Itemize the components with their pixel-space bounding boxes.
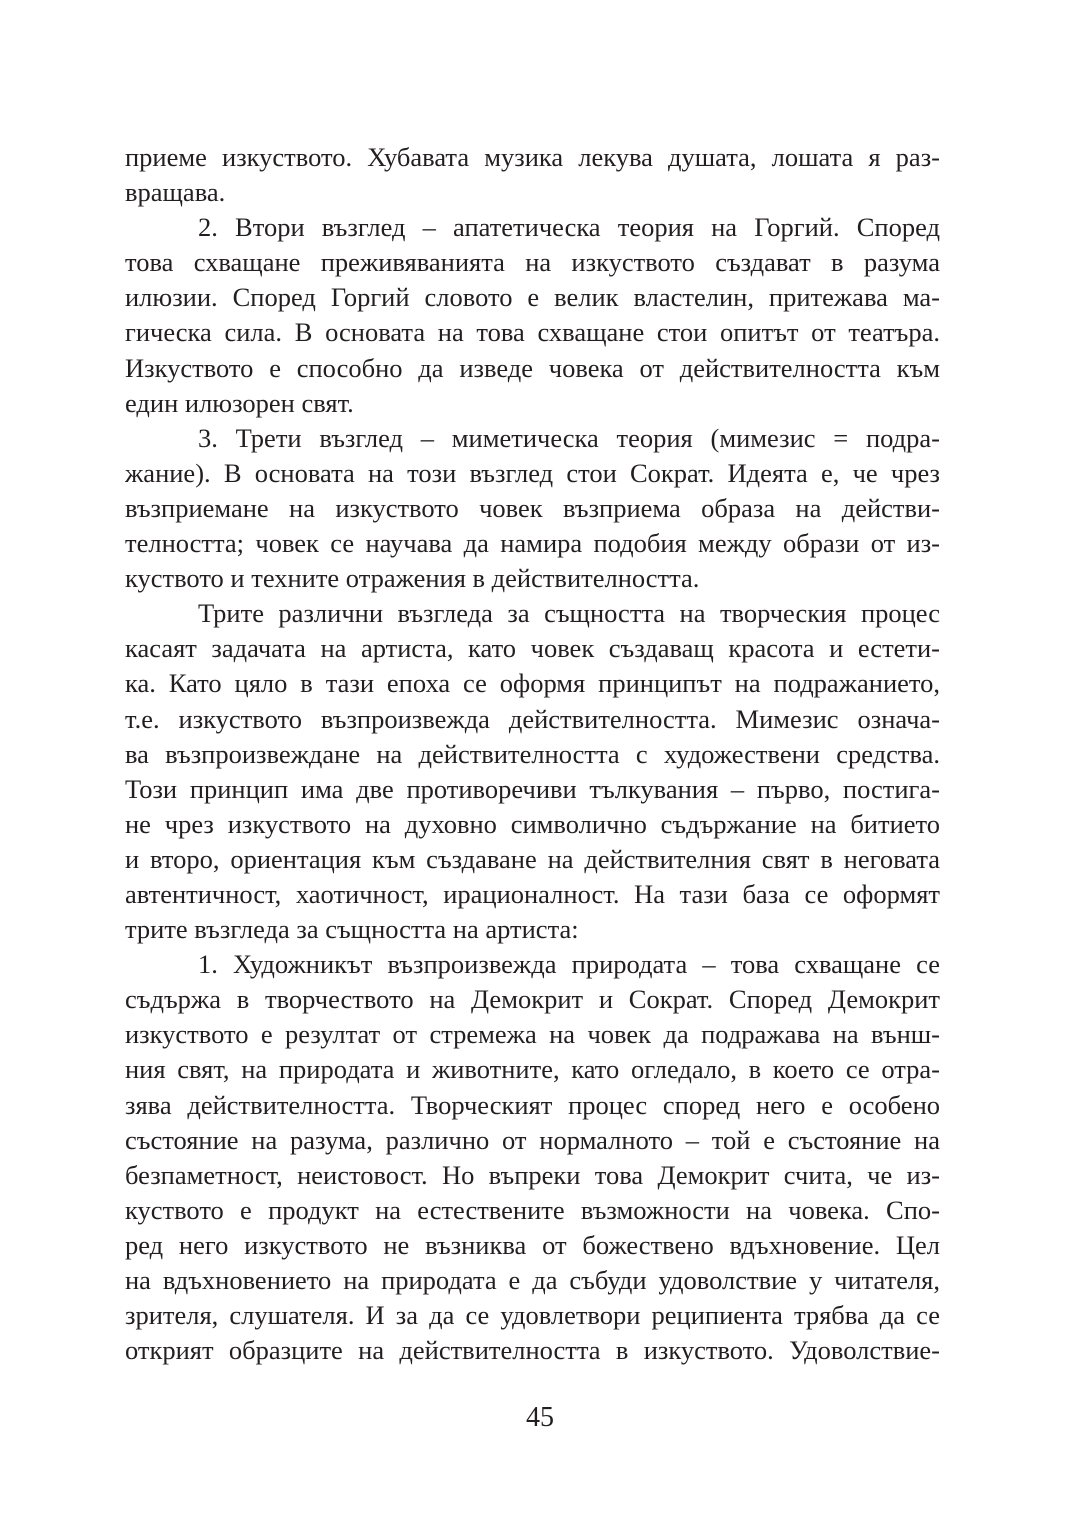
text-line: състояние на разума, различно от нормалното – той е състояние на	[125, 1124, 940, 1155]
body-text	[125, 140, 940, 1368]
text-line: не чрез изкуството на духовно символично съдържание на битието	[125, 808, 940, 839]
text-line: Този принцип има две противоречиви тълкувания – първо, постига-	[125, 773, 940, 804]
text-line: жание). В основата на този възглед стои Сократ. Идеята е, че чрез	[125, 457, 940, 488]
text-line: един илюзорен свят.	[125, 387, 354, 418]
text-line: и второ, ориентация към създаване на действителния свят в неговата	[125, 843, 940, 874]
text-line: ред него изкуството не възниква от божествено вдъхновение. Цел	[125, 1229, 940, 1260]
text-line: илюзии. Според Горгий словото е велик властелин, притежава ма-	[125, 282, 940, 313]
text-line: ва възпроизвеждане на действителността с художествени средства.	[125, 738, 940, 769]
text-line: 2. Втори възглед – апатетическа теория на Горгий. Според	[198, 212, 940, 243]
text-line: телността; човек се научава да намира подобия между образи от из-	[125, 528, 940, 559]
text-line: изкуството е резултат от стремежа на човек да подражава на външ-	[125, 1019, 940, 1050]
text-line: това схващане преживяванията на изкуството създават в разума	[125, 247, 940, 278]
text-line: гическа сила. В основата на това схващане стои опитът от театъра.	[125, 317, 940, 348]
text-line: куството е продукт на естествените възможности на човека. Спо-	[125, 1194, 940, 1225]
text-line: автентичност, хаотичност, ирационалност. На тази база се оформят	[125, 878, 940, 909]
text-line: трите възгледа за същността на артиста:	[125, 914, 579, 945]
text-line: безпаметност, неистовост. Но въпреки това Демокрит счита, че из-	[125, 1159, 940, 1190]
text-line: зява действителността. Творческият процес според него е особено	[125, 1089, 940, 1120]
text-line: ка. Като цяло в тази епоха се оформя принципът на подражанието,	[125, 668, 940, 699]
text-line: вращава.	[125, 177, 226, 208]
page-number: 45	[526, 1402, 554, 1433]
text-line: открият образците на действителността в изкуството. Удоволствие-	[125, 1335, 940, 1366]
text-line: зрителя, слушателя. И за да се удовлетвори реципиента трябва да се	[125, 1300, 940, 1331]
text-line: куството и техните отражения в действителността.	[125, 563, 700, 594]
text-line: Трите различни възгледа за същността на творческия процес	[198, 598, 940, 629]
text-line: 3. Трети възглед – миметическа теория (мимезис = подра-	[198, 422, 940, 453]
text-line: възприемане на изкуството човек възприема образа на действи-	[125, 492, 940, 523]
text-line: на вдъхновението на природата е да събуди удоволствие у читателя,	[125, 1265, 940, 1295]
text-line: 1. Художникът възпроизвежда природата – това схващане се	[198, 949, 940, 980]
text-line: касаят задачата на артиста, като човек създаващ красота и естети-	[125, 633, 940, 664]
text-line: ния свят, на природата и животните, като огледало, в което се отра-	[125, 1054, 940, 1085]
text-line: т.е. изкуството възпроизвежда действителността. Мимезис означа-	[125, 703, 940, 734]
text-line: съдържа в творчеството на Демокрит и Сократ. Според Демокрит	[125, 984, 940, 1015]
text-line: Изкуството е способно да изведе човека от действителността към	[125, 352, 940, 383]
text-line: приеме изкуството. Хубавата музика лекува душата, лошата я раз-	[125, 142, 940, 172]
